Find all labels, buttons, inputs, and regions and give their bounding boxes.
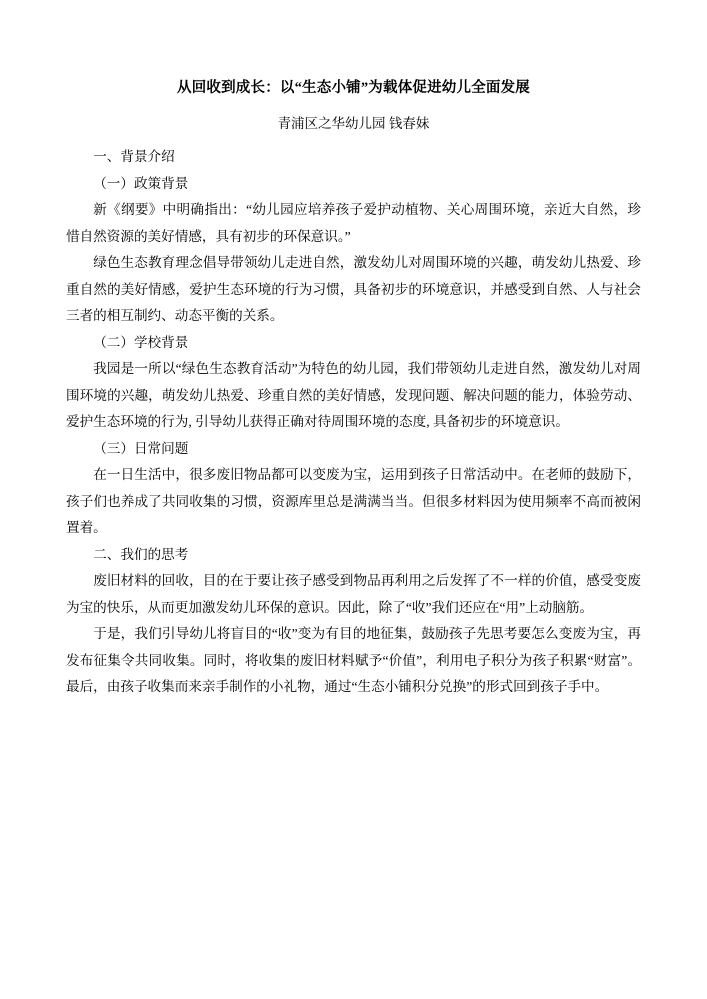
section-heading: （一）政策背景 — [93, 175, 189, 191]
body-paragraph: 我园是一所以“绿色生态教育活动”为特色的幼儿园，我们带领幼儿走进自然，激发幼儿对周围环境的兴趣，萌发幼儿热爱、珍重自然的美好情感，发现问题、解决问题的能力，体验劳动、爱护生态环境的行为, 引导幼儿获得正确对待周围环境的态度, 具备初步的环境意识。 — [66, 361, 641, 429]
section-heading: 二、我们的思考 — [93, 546, 189, 562]
section-heading: 一、背景介绍 — [93, 149, 175, 164]
body-paragraph: 新《纲要》中明确指出：“幼儿园应培养孩子爱护动植物、关心周围环境，亲近大自然，珍惜自然资源的美好情感，具有初步的环保意识。” — [66, 202, 641, 244]
body-paragraph: 废旧材料的回收，目的在于要让孩子感受到物品再利用之后发挥了不一样的价值，感受变废为宝的快乐，从而更加激发幼儿环保的意识。因此，除了“收”我们还应在“用”上动脑筋。 — [66, 573, 641, 615]
body-paragraph: 绿色生态教育理念倡导带领幼儿走进自然，激发幼儿对周围环境的兴趣，萌发幼儿热爱、珍重自然的美好情感，爱护生态环境的行为习惯，具备初步的环境意识，并感受到自然、人与社会三者的相互制约、动态平衡的关系。 — [66, 255, 641, 323]
section-heading: （三）日常问题 — [93, 440, 189, 456]
body-paragraph: 于是，我们引导幼儿将盲目的“收”变为有目的地征集，鼓励孩子先思考要怎么变废为宝，再发布征集令共同收集。同时，将收集的废旧材料赋予“价值”，利用电子积分为孩子积累“财富”。最后，由孩子收集而来亲手制作的小礼物，通过“生态小铺积分兑换”的形式回到孩子手中。 — [66, 626, 641, 694]
document-byline: 青浦区之华幼儿园 钱春妹 — [277, 115, 430, 131]
body-paragraph: 在一日生活中，很多废旧物品都可以变废为宝，运用到孩子日常活动中。在老师的鼓励下，孩子们也养成了共同收集的习惯，资源库里总是满满当当。但很多材料因为使用频率不高而被闲置着。 — [66, 467, 641, 535]
section-heading: （二）学校背景 — [93, 334, 189, 350]
page-title: 从回收到成长：以“生态小铺”为载体促进幼儿全面发展 — [177, 80, 530, 96]
document-body — [66, 144, 641, 701]
